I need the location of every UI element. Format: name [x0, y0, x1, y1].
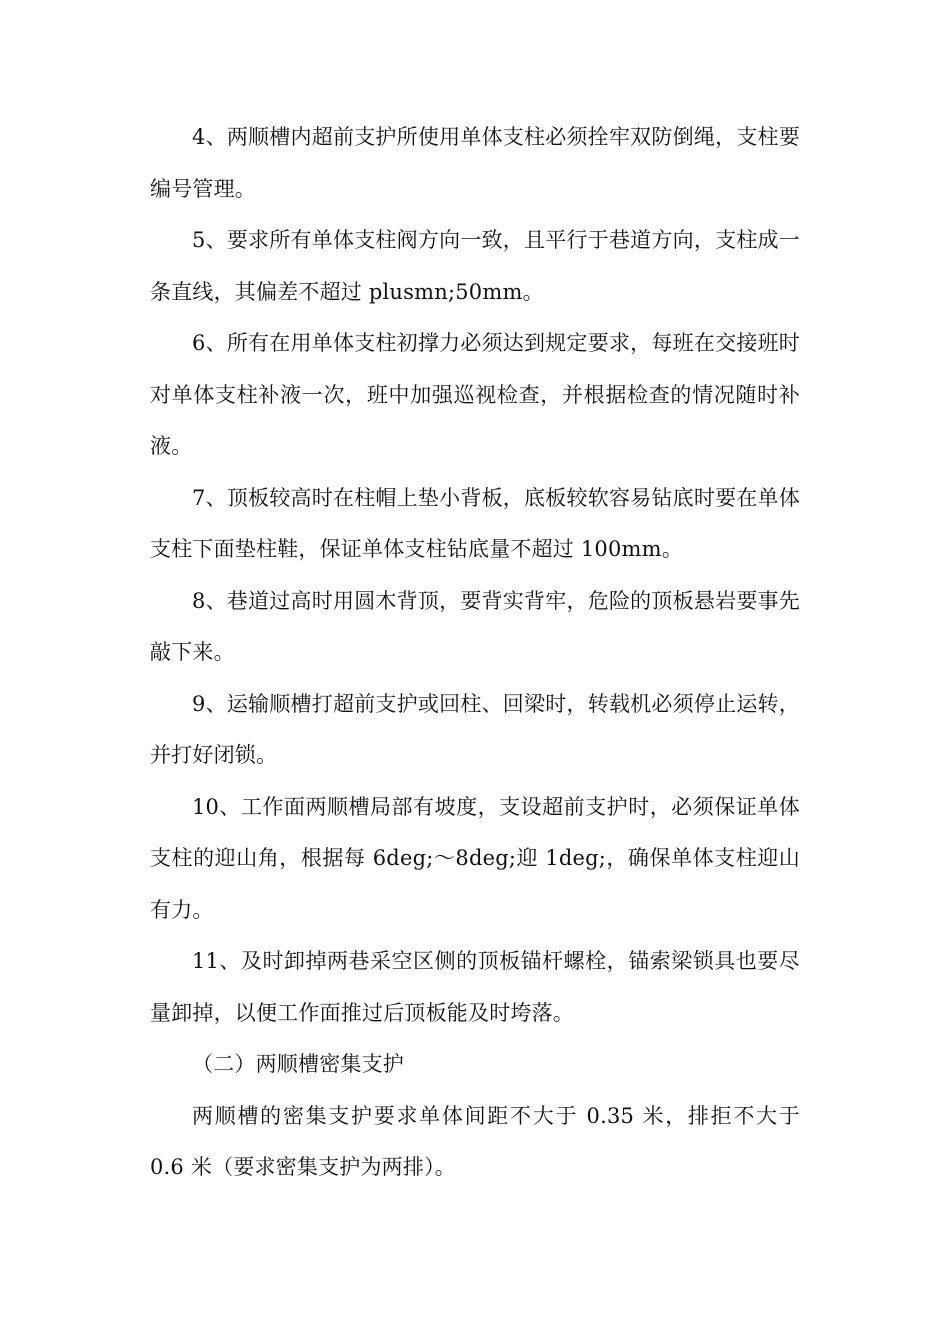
- paragraph-item-8: 8、巷道过高时用圆木背顶，要背实背牢，危险的顶板悬岩要事先敲下来。: [150, 588, 800, 664]
- paragraph-item-7: 7、顶板较高时在柱帽上垫小背板，底板较软容易钻底时要在单体支柱下面垫柱鞋，保证单体支柱钻底量不超过 100mm。: [150, 485, 800, 561]
- paragraph-item-10: 10、工作面两顺槽局部有坡度，支设超前支护时，必须保证单体支柱的迎山角，根据每 6deg;～8deg;迎 1deg;，确保单体支柱迎山有力。: [150, 794, 800, 922]
- closing-paragraph: 两顺槽的密集支护要求单体间距不大于 0.35 米，排拒不大于 0.6 米（要求密集支护为两排）。: [150, 1103, 800, 1179]
- paragraph-item-5: 5、要求所有单体支柱阀方向一致，且平行于巷道方向，支柱成一条直线，其偏差不超过 plusmn;50mm。: [150, 228, 800, 304]
- paragraph-item-6: 6、所有在用单体支柱初撑力必须达到规定要求，每班在交接班时对单体支柱补液一次，班中加强巡视检查，并根据检查的情况随时补液。: [150, 331, 800, 458]
- paragraph-item-9: 9、运输顺槽打超前支护或回柱、回梁时，转载机必须停止运转，并打好闭锁。: [150, 691, 800, 767]
- paragraph-item-4: 4、两顺槽内超前支护所使用单体支柱必须拴牢双防倒绳，支柱要编号管理。: [150, 125, 800, 201]
- section-heading: （二）两顺槽密集支护: [192, 1052, 404, 1076]
- document-body: [150, 112, 800, 1194]
- paragraph-item-11: 11、及时卸掉两巷采空区侧的顶板锚杆螺栓，锚索梁锁具也要尽量卸掉，以便工作面推过后顶板能及时垮落。: [150, 949, 800, 1025]
